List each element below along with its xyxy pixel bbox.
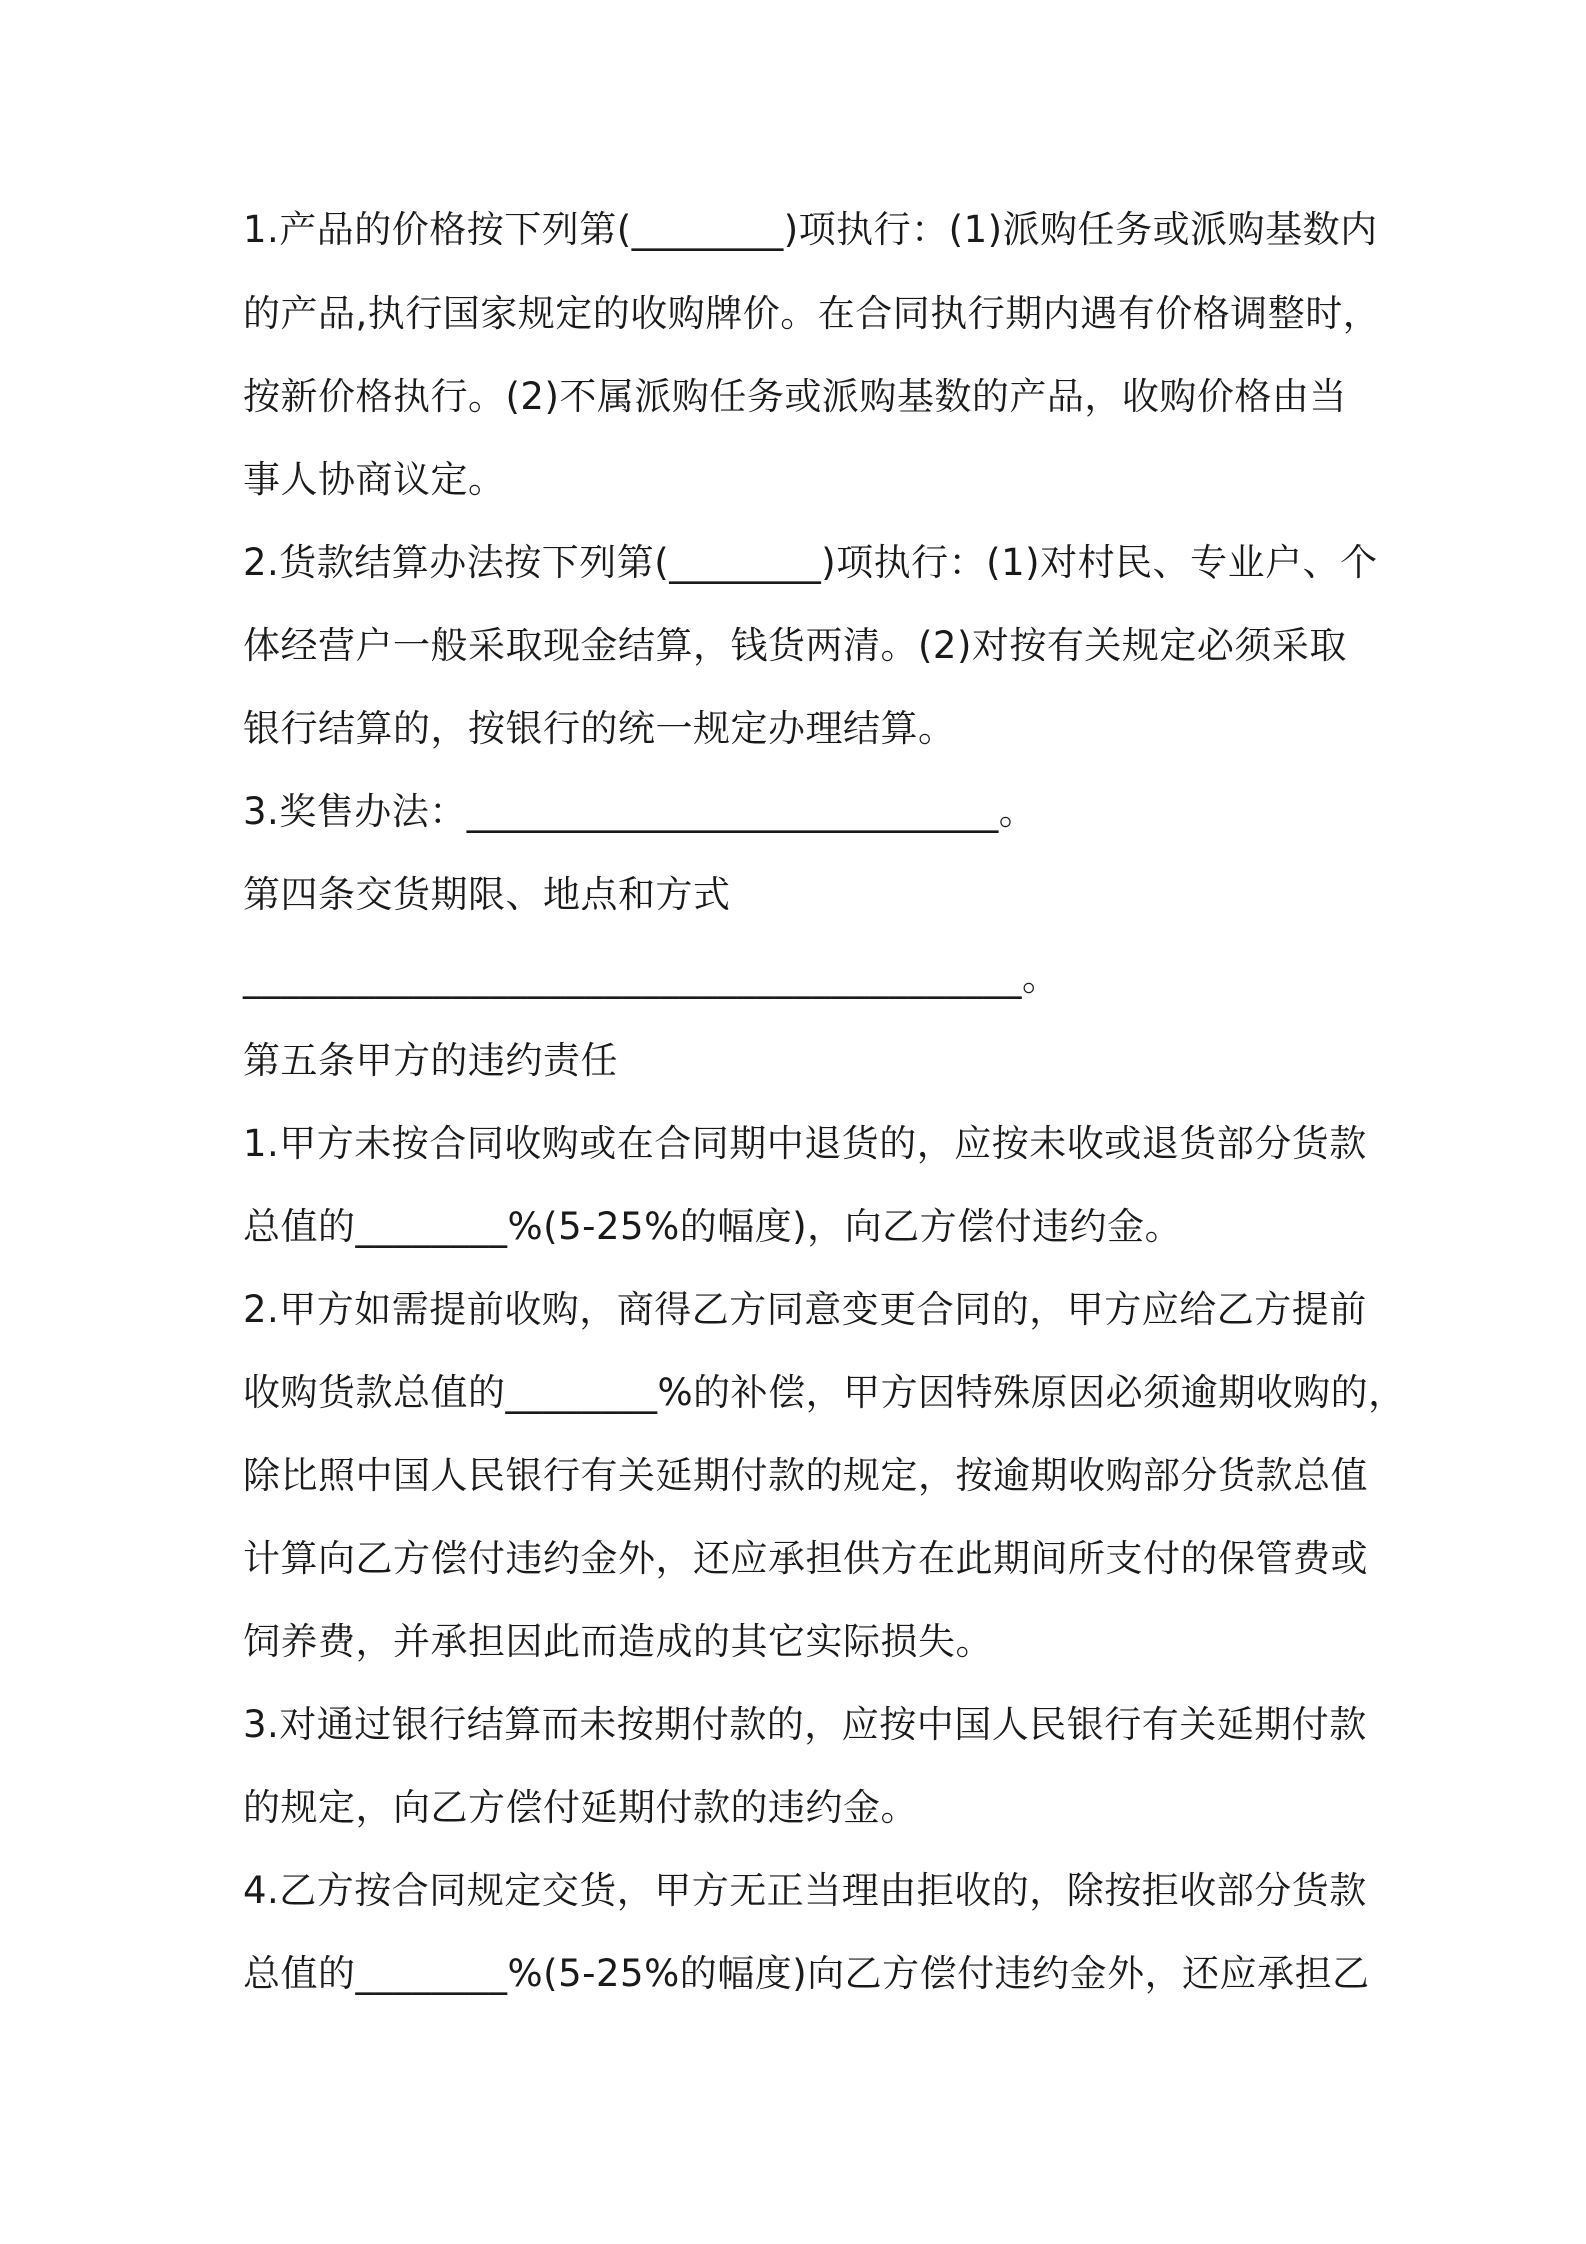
text-line: 饲养费，并承担因此而造成的其它实际损失。 [243,1620,993,1663]
text-line: 事人协商议定。 [243,458,506,501]
text-line: 总值的________%(5-25%的幅度)，向乙方偿付违约金。 [243,1205,1183,1248]
text-line: 收购货款总值的________%的补偿，甲方因特殊原因必须逾期收购的， [243,1371,1406,1414]
text-line: 计算向乙方偿付违约金外，还应承担供方在此期间所支付的保管费或 [243,1537,1368,1580]
section-heading: 第五条甲方的违约责任 [243,1039,618,1082]
text-line: 1.甲方未按合同收购或在合同期中退货的，应按未收或退货部分货款 [243,1122,1367,1165]
text-line: 体经营户一般采取现金结算，钱货两清。(2)对按有关规定必须采取 [243,624,1347,667]
text-line: 银行结算的，按银行的统一规定办理结算。 [243,707,956,750]
text-line: 除比照中国人民银行有关延期付款的规定，按逾期收购部分货款总值 [243,1454,1368,1497]
text-line: 2.货款结算办法按下列第(________)项执行：(1)对村民、专业户、个 [243,541,1378,584]
text-line: 4.乙方按合同规定交货，甲方无正当理由拒收的，除按拒收部分货款 [243,1869,1367,1912]
text-line: 的规定，向乙方偿付延期付款的违约金。 [243,1786,918,1829]
text-line: 1.产品的价格按下列第(________)项执行：(1)派购任务或派购基数内 [243,208,1378,251]
text-line: _________________________________________。 [243,956,1060,999]
text-line: 2.甲方如需提前收购，商得乙方同意变更合同的，甲方应给乙方提前 [243,1288,1367,1331]
section-heading: 第四条交货期限、地点和方式 [243,873,731,916]
text-line: 的产品,执行国家规定的收购牌价。在合同执行期内遇有价格调整时， [243,292,1381,335]
text-line: 按新价格执行。(2)不属派购任务或派购基数的产品，收购价格由当 [243,375,1347,418]
text-line: 3.对通过银行结算而未按期付款的，应按中国人民银行有关延期付款 [243,1703,1367,1746]
text-line: 总值的________%(5-25%的幅度)向乙方偿付违约金外，还应承担乙 [243,1952,1370,1995]
text-line: 3.奖售办法：____________________________。 [243,790,1037,833]
